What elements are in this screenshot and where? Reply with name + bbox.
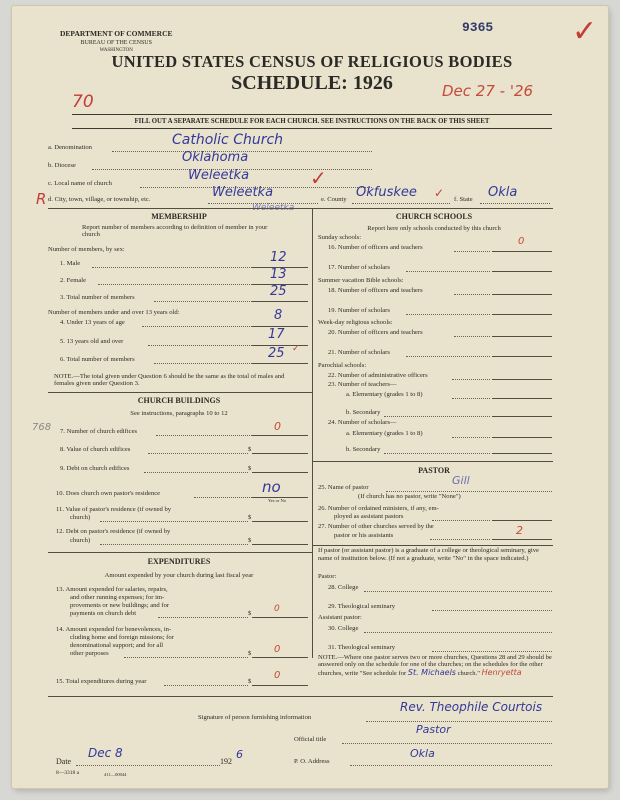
census-schedule-sheet: [12, 6, 608, 788]
county-value[interactable]: Okfuskee: [356, 185, 417, 200]
state-label: f. State: [454, 196, 473, 203]
q23-label: 23. Number of teachers—: [328, 381, 397, 388]
red-check-icon: ✓: [434, 186, 445, 200]
date-value[interactable]: Dec 8: [88, 746, 123, 760]
denomination-value[interactable]: Catholic Church: [172, 132, 284, 148]
local-name-label: c. Local name of church: [48, 180, 112, 187]
q23a-label: a. Elementary (grades 1 to 8): [346, 391, 423, 398]
q8-dollar: $: [248, 446, 252, 453]
q5-value[interactable]: 17: [268, 327, 285, 342]
q26-label-line1: 26. Number of ordained ministers, if any, em-: [318, 505, 439, 512]
q1-value[interactable]: 12: [270, 250, 287, 265]
q14-label-line2: cluding home and foreign missions; for: [70, 634, 174, 641]
po-address-value[interactable]: Okla: [410, 747, 435, 760]
summer-schools-label: Summer vacation Bible schools:: [318, 277, 404, 284]
q24b-label: b. Secondary: [346, 446, 381, 453]
q14-dollar: $: [248, 650, 252, 657]
denomination-label: a. Denomination: [48, 144, 92, 151]
q25-label: 25. Name of pastor: [318, 484, 369, 491]
form-number: 8—3318 a: [56, 770, 80, 776]
q13-label-line4: payments on church debt: [70, 610, 137, 617]
bureau-name: BUREAU OF THE CENSUS: [80, 39, 152, 46]
q14-label-line3: denominational support; and for all: [70, 642, 164, 649]
q27-label-line1: 27. Number of other churches served by the: [318, 523, 434, 530]
signature-value[interactable]: Rev. Theophile Courtois: [400, 700, 543, 714]
margin-note: 768: [32, 422, 52, 433]
q7-value[interactable]: 0: [274, 420, 281, 433]
q6-value[interactable]: 25: [268, 346, 285, 361]
sunday-schools-label: Sunday schools:: [318, 234, 362, 241]
official-title-value[interactable]: Pastor: [416, 723, 451, 736]
q13-value[interactable]: 0: [274, 604, 280, 614]
city-value[interactable]: Weleetka: [212, 185, 274, 200]
assistant-pastor-subheading: Assistant pastor:: [318, 614, 362, 621]
schedule-title: SCHEDULE: 1926: [231, 72, 393, 94]
q12-label-line1: 12. Debt on pastor's residence (if owned by: [56, 528, 171, 535]
q11-label-line1: 11. Value of pastor's residence (if owned by: [56, 506, 172, 513]
local-name-value[interactable]: Weleetka: [188, 168, 250, 183]
q27-value[interactable]: 2: [516, 524, 523, 537]
q26-label-line2: ployed as assistant pastors: [334, 513, 404, 520]
q6-label: 6. Total number of members: [60, 356, 135, 363]
q17-label: 17. Number of scholars: [328, 264, 390, 271]
q7-label: 7. Number of church edifices: [60, 428, 138, 435]
red-check-icon: ✓: [310, 166, 327, 190]
schools-heading: CHURCH SCHOOLS: [395, 212, 473, 221]
q15-label: 15. Total expenditures during year: [56, 678, 147, 685]
form-title: UNITED STATES CENSUS OF RELIGIOUS BODIES: [111, 52, 513, 71]
by-sex-label: Number of members, by sex:: [48, 246, 125, 253]
handwritten-letter-r: R: [36, 190, 47, 208]
q14-label-line1: 14. Amount expended for benevolences, in-: [56, 626, 172, 633]
age-header-label: Number of members under and over 13 years old:: [48, 309, 180, 316]
q12-label-line2: church): [70, 537, 91, 544]
city-subscript-value: Weleetka: [252, 203, 295, 213]
q8-label: 8. Value of church edifices: [60, 446, 131, 453]
q29-label: 29. Theological seminary: [328, 603, 396, 610]
signature-label: Signature of person furnishing information: [198, 714, 312, 721]
year-prefix: 192: [220, 757, 232, 766]
print-number: 411—00044: [104, 772, 127, 777]
q24-label: 24. Number of scholars—: [328, 419, 397, 426]
q11-dollar: $: [248, 514, 252, 521]
buildings-subtitle: See instructions, paragraphs 10 to 12: [130, 410, 228, 417]
po-address-label: P. O. Address: [294, 758, 330, 765]
pastor-note-red-annotation: Henryetta: [481, 667, 522, 677]
q10-label: 10. Does church own pastor's residence: [56, 490, 161, 497]
q12-dollar: $: [248, 537, 252, 544]
q28-label: 28. College: [328, 584, 359, 591]
membership-heading: MEMBERSHIP: [151, 212, 207, 221]
q13-label-line2: and other running expenses; for im-: [70, 594, 165, 601]
q15-dollar: $: [248, 678, 252, 685]
q1-label: 1. Male: [60, 260, 81, 267]
q5-label: 5. 13 years old and over: [60, 338, 124, 345]
diocese-label: b. Diocese: [48, 162, 76, 169]
date-label: Date: [56, 757, 72, 766]
q20-label: 20. Number of officers and teachers: [328, 329, 423, 336]
q15-value[interactable]: 0: [274, 670, 281, 681]
q3-label: 3. Total number of members: [60, 294, 135, 301]
pastor-note: [318, 654, 552, 677]
pastor-note-church-name[interactable]: St. Michaels: [407, 667, 456, 677]
q19-label: 19. Number of scholars: [328, 307, 390, 314]
pastor-subheading: Pastor:: [318, 573, 337, 580]
q31-label: 31. Theological seminary: [328, 644, 396, 651]
buildings-heading: CHURCH BUILDINGS: [137, 396, 221, 405]
serial-number: 9365: [462, 20, 494, 35]
q2-label: 2. Female: [60, 277, 87, 284]
graduate-instruction: If pastor (or assistant pastor) is a graduate of a college or theological seminary, give name of institution below. (If not a graduate, write "No" in the space indicated.): [318, 547, 539, 562]
expenditures-subtitle: Amount expended by your church during last fiscal year: [104, 572, 254, 579]
q3-value[interactable]: 25: [270, 284, 287, 299]
membership-note: NOTE.—The total given under Question 6 should be the same as the total of males and females given under Question 3.: [54, 373, 285, 387]
q4-label: 4. Under 13 years of age: [60, 319, 125, 326]
parochial-schools-label: Parochial schools:: [318, 362, 367, 369]
q21-label: 21. Number of scholars: [328, 349, 390, 356]
q18-label: 18. Number of officers and teachers: [328, 287, 423, 294]
q25-hint: (If church has no pastor, write "None"): [358, 493, 461, 500]
instruction-banner: FILL OUT A SEPARATE SCHEDULE FOR EACH CHURCH. SEE INSTRUCTIONS ON THE BACK OF THIS SHEET: [72, 114, 552, 129]
department-name: DEPARTMENT OF COMMERCE: [60, 29, 173, 38]
q16-value[interactable]: 0: [518, 236, 525, 247]
q14-label-line4: other purposes: [70, 650, 109, 657]
handwritten-number-70: 70: [72, 92, 94, 112]
red-check-icon: ✓: [292, 344, 300, 354]
expenditures-heading: EXPENDITURES: [147, 557, 211, 566]
q22-label: 22. Number of administrative officers: [328, 372, 428, 379]
year-value[interactable]: 6: [236, 748, 243, 761]
q13-dollar: $: [248, 610, 252, 617]
bureau-city: WASHINGTON: [99, 48, 133, 53]
q2-value[interactable]: 13: [270, 267, 287, 282]
pastor-note-text: NOTE.—Where one pastor serves two or more churches, Questions 28 and 29 should be answered only on the schedule for one of the churches; on the schedules for the other churches, write "See schedule for: [318, 654, 552, 677]
red-check-mark-icon: ✓: [572, 15, 598, 48]
weekday-schools-label: Week-day religious schools:: [318, 319, 393, 326]
q9-dollar: $: [248, 465, 252, 472]
q14-value[interactable]: 0: [274, 644, 281, 655]
diocese-value[interactable]: Oklahoma: [182, 150, 249, 165]
official-title-label: Official title: [294, 736, 327, 743]
received-date: Dec 27 - '26: [442, 82, 534, 100]
yes-or-no-hint: Yes or No: [268, 498, 287, 503]
pastor-note-end: church.": [457, 669, 480, 677]
q25-value[interactable]: Gill: [452, 474, 470, 487]
state-value[interactable]: Okla: [488, 185, 518, 200]
q13-label-line3: provements or new buildings; and for: [70, 602, 170, 609]
q23b-label: b. Secondary: [346, 409, 381, 416]
q4-value[interactable]: 8: [274, 308, 283, 323]
city-label: d. City, town, village, or township, etc.: [48, 196, 151, 203]
schools-subtitle: Report here only schools conducted by this church: [367, 225, 501, 232]
q9-label: 9. Debt on church edifices: [60, 465, 130, 472]
q24a-label: a. Elementary (grades 1 to 8): [346, 430, 423, 437]
q10-value[interactable]: no: [262, 478, 281, 496]
county-label: e. County: [321, 196, 347, 203]
membership-subtitle: Report number of members according to definition of member in your church: [82, 224, 268, 239]
q13-label-line1: 13. Amount expended for salaries, repairs,: [56, 586, 168, 593]
q11-label-line2: church): [70, 514, 91, 521]
q27-label-line2: pastor or his assistants: [334, 532, 394, 539]
pastor-heading: PASTOR: [418, 466, 450, 475]
q30-label: 30. College: [328, 625, 359, 632]
q16-label: 16. Number of officers and teachers: [328, 244, 423, 251]
